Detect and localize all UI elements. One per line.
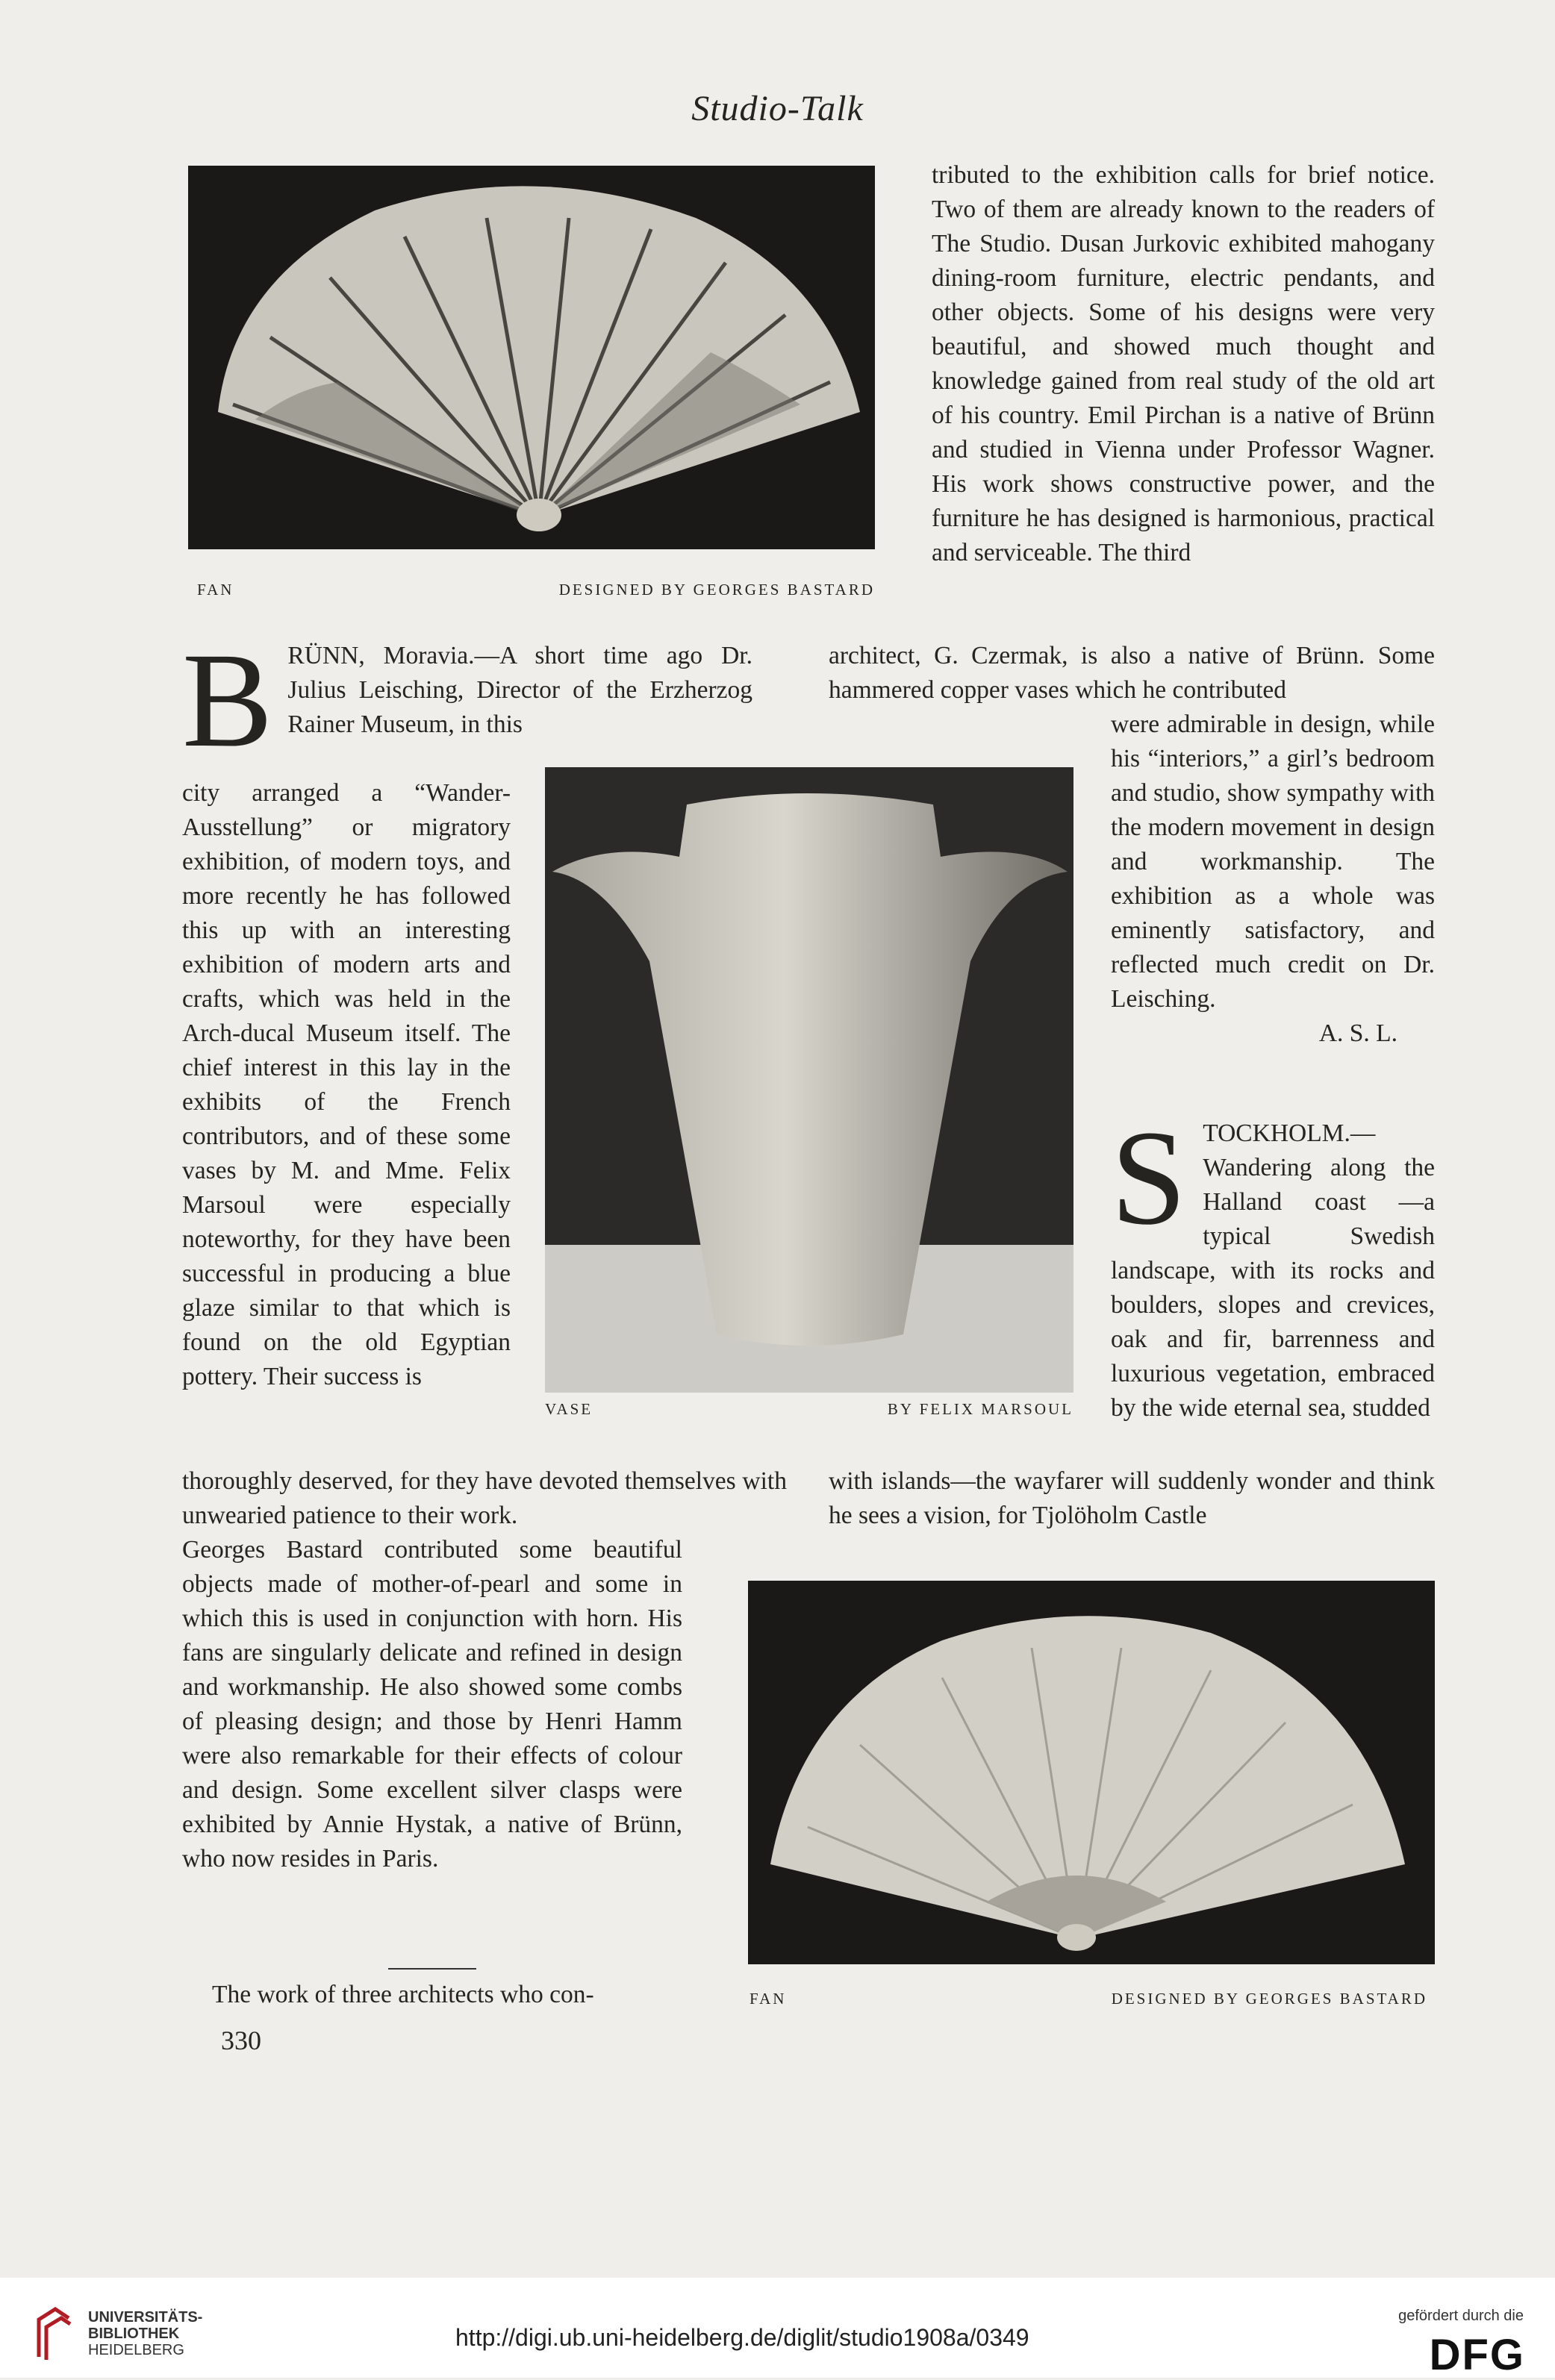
paragraph: with islands—the wayfarer will suddenly wonder and think he sees a vision, for Tjolöholm Castle [829,1467,1435,1529]
paragraph: TOCKHOLM.—Wandering along the Halland coast —a typical Swedish landscape, with its rocks and boulders, slopes and crevices, oak and fir, barrenness and luxurious vegetation, embraced by the wide eternal sea, studded [1111,1119,1435,1422]
paragraph: were admirable in design, while his “interiors,” a girl’s bedroom and studio, show sympathy with the modern movement in design and workmanship. The exhibition as a whole was eminently satisfactory, and reflected much credit on Dr. Leisching. [1111,710,1435,1013]
article-text-closing [212,1978,690,2012]
library-line: UNIVERSITÄTS- [88,2309,203,2326]
section-rule [388,1968,476,1970]
caption-label: VASE [545,1400,593,1418]
paragraph: The work of three architects who con- [212,1981,594,2008]
paragraph: city arranged a “Wander-Ausstellung” or migratory exhibition, of modern toys, and more recently he has followed this up with an interesting exhibition of modern arts and crafts, which was held in the Arch-ducal Museum itself. The chief interest in this lay in the exhibits of the French contributors, and of these some vases by M. and Mme. Felix Marsoul were especially noteworthy, for they have been successful in producing a blue glaze similar to that which is found on the old Egyptian pottery. Their success is [182,779,511,1390]
article-text-stockholm-wide [829,1464,1435,1533]
article-text-brunn-top [182,625,752,775]
library-line: BIBLIOTHEK [88,2326,180,2342]
library-name [88,2309,202,2358]
funding-note: gefördert durch die [1398,2308,1524,2324]
fan-illustration [188,166,875,549]
article-text-left [182,776,511,1394]
caption-label: FAN [750,1990,787,2008]
vase-illustration [545,767,1073,1393]
vase-photo [545,767,1073,1393]
article-text-right-side [1111,708,1435,1051]
caption-label: FAN [197,581,234,599]
vase-caption [545,1400,1073,1419]
drop-cap: B [182,625,273,775]
caption-credit: BY FELIX MARSOUL [887,1400,1073,1418]
paragraph: Georges Bastard contributed some beautiful objects made of mother-of-pearl and some in which this is used in conjunction with horn. His fans are singularly delicate and refined in design and workmanship. He also showed some combs of pleasing design; and those by Henri Hamm were also remarkable for their effects of colour and design. Some excellent silver clasps were exhibited by Annie Hystak, a native of Brünn, who now resides in Paris. [182,1536,682,1873]
article-text-right-top [932,158,1435,570]
paragraph: tributed to the exhibition calls for brief notice. Two of them are already known to the readers of The Studio. Dusan Jurkovic exhibited mahogany dining-room furniture, electric pendants, and other objects. Some of his designs were very beautiful, and showed much thought and knowledge gained from real study of the old art of his country. Emil Pirchan is a native of Brünn and studied in Vienna under Professor Wagner. His work shows constructive power, and the furniture he has designed is harmonious, practical and serviceable. The third [932,161,1435,566]
fan-photo-top [188,166,875,549]
article-text-stockholm [1111,1103,1435,1425]
fan-illustration [748,1581,1435,1964]
library-logo-icon [33,2305,75,2363]
article-text-left-bottom [182,1533,682,1876]
fan-caption-bottom [750,1990,1427,2008]
library-line: HEIDELBERG [88,2342,184,2358]
article-text-right-mid [829,639,1435,708]
fan-caption-top [197,581,875,599]
source-link[interactable]: http://digi.ub.uni-heidelberg.de/diglit/studio1908a/0349 [455,2324,1029,2351]
caption-credit: DESIGNED BY GEORGES BASTARD [558,581,875,599]
paragraph: RÜNN, Moravia.—A short time ago Dr. Julius Leisching, Director of the Erzherzog Rainer Museum, in this [287,642,752,738]
dfg-logo: DFG [1429,2331,1525,2379]
drop-cap: S [1111,1103,1187,1253]
caption-credit: DESIGNED BY GEORGES BASTARD [1111,1990,1427,2008]
running-header: Studio-Talk [691,89,864,128]
page-number: 330 [221,2026,261,2055]
signature: A. S. L. [1318,1019,1397,1047]
fan-photo-bottom [748,1581,1435,1964]
digitization-footer [0,2278,1555,2378]
paragraph: thoroughly deserved, for they have devoted themselves with unwearied patience to their work. [182,1467,787,1529]
paragraph: architect, G. Czermak, is also a native of Brünn. Some hammered copper vases which he contributed [829,642,1435,704]
article-text-left-wide [182,1464,787,1533]
